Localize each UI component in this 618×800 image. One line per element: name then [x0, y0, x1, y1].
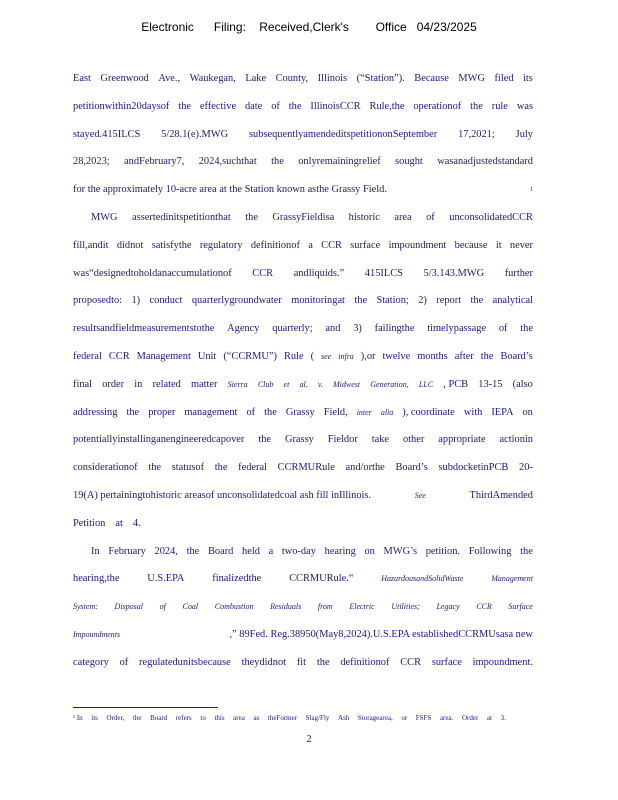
word: ¹ In — [73, 714, 83, 722]
word: of — [271, 100, 280, 112]
word: Rule,the — [369, 100, 405, 112]
word: failingthe — [374, 323, 415, 335]
word: GrassyFieldisa — [272, 211, 335, 223]
word: 1) — [131, 295, 141, 307]
word: Board — [150, 714, 168, 722]
word: Petition — [73, 517, 106, 529]
text-line — [73, 154, 533, 182]
word: date — [244, 100, 263, 112]
word: 2024,suchthat — [198, 156, 257, 168]
word: was — [516, 100, 533, 112]
word: petition. — [425, 545, 461, 557]
word: proper — [148, 406, 176, 418]
word: sought — [395, 156, 423, 168]
word: CCR — [400, 656, 422, 668]
word: the — [214, 462, 228, 474]
word: Management — [491, 574, 533, 584]
word: rule — [491, 100, 508, 112]
word: with — [463, 406, 483, 418]
text-line — [73, 349, 533, 377]
word: February — [108, 545, 146, 557]
word: andFebruary7, — [124, 156, 185, 168]
word: timelypassage — [427, 323, 487, 335]
word: federal — [238, 462, 267, 474]
word: regulatory — [199, 239, 243, 251]
word: Order — [461, 714, 479, 722]
text-line — [73, 210, 533, 238]
text-line — [73, 544, 533, 572]
word: System: — [73, 602, 98, 612]
word: MWG — [91, 211, 118, 223]
word: Board’s — [395, 462, 428, 474]
word: hearing,the — [73, 573, 120, 585]
word: and/orthe — [345, 462, 385, 474]
word: East — [73, 73, 91, 84]
word: 3. — [500, 714, 506, 722]
word: actionin — [499, 434, 533, 446]
word: 2024, — [154, 545, 178, 557]
word: the — [258, 434, 272, 446]
word: onlyremainingrelief — [298, 156, 381, 168]
word: addressing — [73, 406, 118, 418]
word: area — [233, 714, 245, 722]
word: wasanadjustedstandard — [437, 156, 533, 168]
word: subdocketinPCB — [438, 462, 509, 474]
word: (“CCRMU”) — [223, 350, 277, 362]
word: Illinois — [317, 73, 348, 84]
word: effective — [199, 100, 237, 112]
word: et — [283, 379, 290, 389]
word: Fieldor — [327, 434, 358, 446]
word: to — [200, 714, 206, 722]
word: Lake — [245, 73, 267, 84]
word: because — [454, 239, 488, 251]
word: 13-15 — [478, 378, 503, 390]
word: subsequentlyamendeditspetitiononSeptember — [249, 128, 438, 140]
word: filed — [494, 73, 514, 84]
word: Utilities; — [391, 602, 420, 612]
word: Agency — [227, 323, 260, 335]
word: ( — [310, 350, 315, 362]
word: monitoringat — [291, 295, 345, 307]
word: (“Station”). — [356, 73, 405, 84]
word: it — [495, 239, 502, 251]
word: never — [509, 239, 533, 251]
text-line — [73, 321, 533, 349]
word: the — [470, 100, 483, 112]
word: , PCB — [443, 378, 469, 390]
word: 17,2021; — [458, 128, 495, 140]
word: Grassy — [285, 406, 315, 418]
text-line — [73, 432, 533, 460]
word: of — [246, 406, 256, 418]
word: Ave., — [158, 73, 181, 84]
word: see — [321, 351, 332, 361]
word: was“designedtoholdanaccumulationof — [73, 267, 232, 279]
word: Surface — [508, 602, 533, 612]
word: two-day — [281, 545, 316, 557]
word: of — [119, 656, 129, 668]
word: its — [91, 714, 98, 722]
word: alia — [380, 407, 394, 417]
word: twelve — [382, 350, 411, 362]
word: assertedinitspetitionthat — [132, 211, 231, 223]
page-number: 2 — [306, 734, 312, 745]
word: impoundment. — [472, 656, 533, 668]
word: 415ILCS — [364, 267, 403, 279]
word: after — [454, 350, 474, 362]
word: Disposal — [114, 602, 143, 612]
word: ), coordinate — [402, 406, 455, 418]
word: surface — [350, 239, 381, 251]
word: 20- — [519, 462, 533, 474]
word: Grassy — [284, 434, 314, 446]
word: Greenwood — [100, 73, 149, 84]
word: on — [522, 406, 533, 418]
document-body — [73, 71, 533, 683]
word: Waukegan, — [189, 73, 236, 84]
word: stayed.415ILCS — [73, 128, 141, 140]
word: U.S.EPA — [147, 573, 185, 585]
word: Field, — [323, 406, 348, 418]
word: Rule — [283, 350, 304, 362]
text-line — [73, 127, 533, 155]
word: Combustion — [214, 602, 254, 612]
word: Following — [468, 545, 512, 557]
text-line — [73, 405, 533, 433]
word: 28,2023; — [73, 156, 110, 168]
word: IEPA — [491, 406, 514, 418]
word: appropriate — [438, 434, 486, 446]
word: or — [401, 714, 408, 722]
word: Club — [257, 379, 274, 389]
text-line — [73, 99, 533, 127]
word: statusof — [171, 462, 205, 474]
word: ),or — [360, 350, 376, 362]
word: didnot — [116, 239, 144, 251]
word: surface — [431, 656, 462, 668]
word: its — [523, 73, 533, 84]
word: In — [91, 545, 100, 557]
word: 5/3.143.MWG — [423, 267, 485, 279]
word: at — [115, 517, 123, 529]
word: proposedto: — [73, 295, 123, 307]
word: the — [470, 295, 484, 307]
word: definitionof — [340, 656, 390, 668]
text-line — [73, 460, 533, 488]
word: (also — [512, 378, 533, 390]
word: FSFS — [415, 714, 432, 722]
word: CCR — [252, 267, 274, 279]
word: the — [264, 406, 277, 418]
text-line — [73, 655, 533, 683]
word: Ash — [338, 714, 350, 722]
word: the — [354, 295, 368, 307]
word: IllinoisCCR — [310, 100, 361, 112]
word: refers — [175, 714, 192, 722]
footnote — [73, 714, 506, 722]
word: CCR — [108, 350, 130, 362]
word: Board’s — [500, 350, 533, 362]
word: this — [214, 714, 225, 722]
word: order — [102, 378, 125, 390]
word: other — [402, 434, 425, 446]
text-line — [73, 377, 533, 405]
word: held — [242, 545, 260, 557]
word: on — [364, 545, 375, 557]
word: Sierra — [227, 379, 248, 389]
word: HazardousandSolidWaste — [381, 574, 464, 584]
word: resultsandfieldmeasurementstothe — [73, 323, 215, 335]
word: CCR — [476, 602, 492, 612]
word: Because — [414, 73, 449, 84]
word: the — [132, 714, 142, 722]
word: finalizedthe — [212, 573, 262, 585]
word: analytical — [492, 295, 533, 307]
word: considerationof — [73, 462, 138, 474]
word: management — [184, 406, 238, 418]
text-line: 19(A) pertainingtohistoric areasof unconsolidatedcoal ash fill inIllinois. See ThirdAmended — [73, 488, 533, 516]
word: 2) — [418, 295, 427, 307]
word: the — [520, 545, 533, 557]
word: further — [504, 267, 533, 279]
word: inter — [356, 407, 372, 417]
word: the — [520, 323, 533, 335]
word: Unit — [197, 350, 217, 362]
word: Slag/Fly — [305, 714, 330, 722]
word: Legacy — [436, 602, 460, 612]
word: July — [515, 128, 533, 140]
word: hearing — [324, 545, 356, 557]
word: Management — [136, 350, 191, 362]
word: the — [480, 350, 494, 362]
word: from — [317, 602, 333, 612]
word: andliquids.” — [293, 267, 345, 279]
word: unconsolidatedCCR — [449, 211, 533, 223]
word: of — [159, 602, 166, 612]
text-line: for the approximately 10-acre area at the Station known asthe Grassy Field. 1 — [73, 182, 533, 210]
word: satisfythe — [151, 239, 192, 251]
word: 5/28.1(e).MWG — [161, 128, 229, 140]
citation-title: Impoundments — [73, 629, 121, 639]
word: CCR — [321, 239, 342, 251]
word: the — [148, 462, 162, 474]
text-line — [73, 516, 533, 544]
word: of — [498, 323, 508, 335]
text-line — [73, 293, 533, 321]
word: Order, — [106, 714, 125, 722]
word: Residuals — [270, 602, 302, 612]
word: CCRMURule — [277, 462, 335, 474]
word: months — [417, 350, 448, 362]
word: matter — [190, 378, 218, 390]
word: federal — [73, 350, 102, 362]
word: operationof — [413, 100, 462, 112]
word: LLC — [418, 379, 434, 389]
text-line — [73, 238, 533, 266]
word: County, — [275, 73, 309, 84]
word: Storagearea, — [357, 714, 393, 722]
filing-header: Electronic Filing: Received,Clerk's Office 04/23/2025 — [141, 20, 477, 34]
word: a — [268, 545, 274, 557]
line-segment: ThirdAmended — [469, 489, 533, 501]
word: theFormer — [267, 714, 298, 722]
word: regulatedunitsbecause — [139, 656, 231, 668]
word: Station; — [376, 295, 409, 307]
word: the — [178, 100, 192, 112]
text-line — [73, 571, 533, 599]
word: fit — [296, 656, 307, 668]
word: the — [288, 100, 302, 112]
word: and — [325, 323, 341, 335]
text-line: Impoundments ,” 89Fed. Reg.38950(May8,2024).U.S.EPA establishedCCRMUsasa new — [73, 627, 533, 655]
word: 4. — [132, 517, 141, 529]
word: fill,andit — [73, 239, 109, 251]
word: v. — [317, 379, 323, 389]
word: related — [152, 378, 181, 390]
word: the — [245, 211, 258, 223]
text-line — [73, 599, 533, 627]
word: take — [371, 434, 390, 446]
text-line — [73, 266, 533, 294]
word: quarterly; — [272, 323, 313, 335]
word: MWG — [458, 73, 485, 84]
word: MWG’s — [383, 545, 418, 557]
word: CCRMURule.“ — [289, 573, 354, 585]
word: al. — [299, 379, 308, 389]
word: infra — [338, 351, 354, 361]
word: report — [436, 295, 462, 307]
word: Coal — [182, 602, 199, 612]
word: as — [253, 714, 260, 722]
word: category — [73, 656, 109, 668]
word: the — [271, 156, 284, 168]
text-line — [73, 71, 533, 99]
word: quarterlygroundwater — [191, 295, 282, 307]
word: historic — [348, 211, 380, 223]
word: in — [134, 378, 143, 390]
word: theydidnot — [241, 656, 287, 668]
word: 3) — [353, 323, 362, 335]
word: the — [126, 406, 140, 418]
word: area. — [439, 714, 454, 722]
word: definitionof — [250, 239, 300, 251]
word: impoundment — [388, 239, 447, 251]
word: at — [486, 714, 492, 722]
word: Generation, — [370, 379, 409, 389]
word: of — [426, 211, 435, 223]
word: the — [316, 656, 330, 668]
word: Board — [207, 545, 234, 557]
word: Midwest — [333, 379, 361, 389]
word: potentiallyinstallinganengineeredcapover — [73, 434, 245, 446]
footnote-divider — [73, 707, 218, 708]
word: petitionwithin20daysof — [73, 100, 170, 112]
word: area — [394, 211, 412, 223]
word: the — [186, 545, 200, 557]
footnote-ref: 1 — [530, 187, 533, 194]
word: final — [73, 378, 93, 390]
word: conduct — [149, 295, 183, 307]
word: Electric — [349, 602, 375, 612]
word: a — [308, 239, 313, 251]
citation-signal: See — [414, 490, 426, 500]
